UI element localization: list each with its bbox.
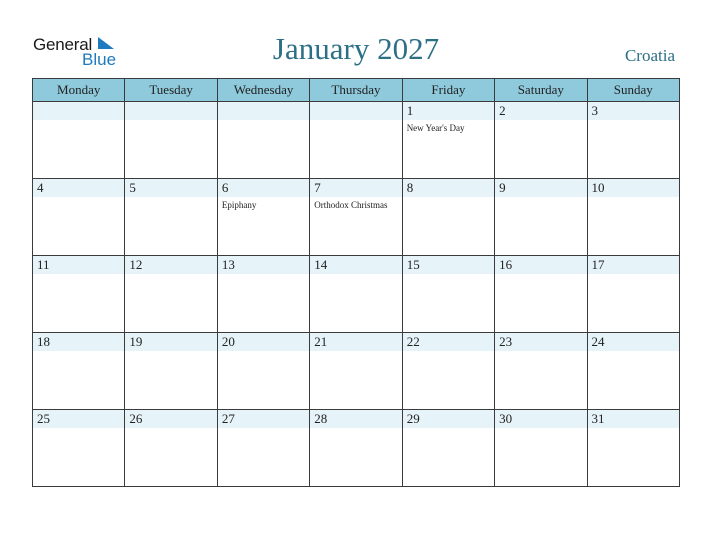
day-number: 10 bbox=[588, 179, 679, 197]
day-number: 31 bbox=[588, 410, 679, 428]
day-cell[interactable] bbox=[587, 333, 679, 410]
day-cell[interactable] bbox=[33, 102, 125, 179]
day-cell[interactable] bbox=[495, 256, 587, 333]
day-cell[interactable] bbox=[217, 410, 309, 487]
day-cell[interactable] bbox=[495, 410, 587, 487]
weekday-header: Friday bbox=[402, 79, 494, 102]
holiday-label bbox=[33, 197, 117, 199]
day-cell[interactable] bbox=[402, 256, 494, 333]
holiday-label bbox=[403, 197, 487, 199]
holiday-label bbox=[33, 120, 117, 122]
day-cell[interactable] bbox=[587, 179, 679, 256]
day-cell[interactable] bbox=[33, 333, 125, 410]
day-number: 17 bbox=[588, 256, 679, 274]
day-number bbox=[125, 102, 216, 120]
day-cell[interactable] bbox=[402, 102, 494, 179]
day-cell[interactable] bbox=[402, 410, 494, 487]
holiday-label bbox=[218, 120, 302, 122]
holiday-label bbox=[218, 351, 302, 353]
holiday-label: Epiphany bbox=[221, 200, 257, 210]
day-number: 13 bbox=[218, 256, 309, 274]
logo-text-blue: Blue bbox=[82, 50, 117, 69]
day-cell[interactable] bbox=[217, 333, 309, 410]
calendar-title: January 2027 bbox=[272, 31, 440, 66]
holiday-label bbox=[218, 428, 302, 430]
day-cell[interactable] bbox=[310, 256, 402, 333]
week-row bbox=[33, 333, 680, 410]
holiday-label bbox=[33, 351, 117, 353]
day-number bbox=[310, 102, 401, 120]
holiday-label: New Year's Day bbox=[406, 123, 465, 133]
holiday-label bbox=[310, 428, 394, 430]
holiday-label bbox=[33, 274, 117, 276]
day-cell[interactable] bbox=[402, 333, 494, 410]
day-number: 14 bbox=[310, 256, 401, 274]
day-number: 16 bbox=[495, 256, 586, 274]
day-number: 21 bbox=[310, 333, 401, 351]
calendar-grid bbox=[32, 78, 680, 487]
holiday-label bbox=[125, 197, 209, 199]
holiday-label bbox=[125, 428, 209, 430]
day-number: 19 bbox=[125, 333, 216, 351]
holiday-label bbox=[125, 274, 209, 276]
day-cell[interactable] bbox=[217, 179, 309, 256]
day-cell[interactable] bbox=[495, 333, 587, 410]
day-number: 5 bbox=[125, 179, 216, 197]
holiday-label bbox=[310, 120, 394, 122]
day-cell[interactable] bbox=[33, 256, 125, 333]
holiday-label bbox=[403, 274, 487, 276]
holiday-label bbox=[125, 351, 209, 353]
holiday-label bbox=[588, 274, 672, 276]
day-number: 27 bbox=[218, 410, 309, 428]
day-cell[interactable] bbox=[125, 410, 217, 487]
day-number: 24 bbox=[588, 333, 679, 351]
day-number: 8 bbox=[403, 179, 494, 197]
day-cell[interactable] bbox=[402, 179, 494, 256]
day-number: 2 bbox=[495, 102, 586, 120]
day-number bbox=[218, 102, 309, 120]
day-number bbox=[33, 102, 124, 120]
holiday-label bbox=[310, 351, 394, 353]
weekday-header: Tuesday bbox=[125, 79, 217, 102]
holiday-label bbox=[588, 351, 672, 353]
day-cell[interactable] bbox=[125, 179, 217, 256]
day-cell[interactable] bbox=[33, 410, 125, 487]
day-number: 29 bbox=[403, 410, 494, 428]
calendar-body bbox=[33, 102, 680, 487]
week-row bbox=[33, 179, 680, 256]
holiday-label bbox=[495, 428, 579, 430]
holiday-label bbox=[495, 351, 579, 353]
country-label: Croatia bbox=[624, 46, 675, 65]
holiday-label bbox=[218, 274, 302, 276]
day-cell[interactable] bbox=[587, 410, 679, 487]
holiday-label bbox=[403, 428, 487, 430]
weekday-header: Wednesday bbox=[217, 79, 309, 102]
day-cell[interactable] bbox=[587, 102, 679, 179]
day-cell[interactable] bbox=[310, 333, 402, 410]
day-number: 11 bbox=[33, 256, 124, 274]
day-number: 22 bbox=[403, 333, 494, 351]
day-number: 3 bbox=[588, 102, 679, 120]
day-number: 26 bbox=[125, 410, 216, 428]
holiday-label bbox=[588, 120, 672, 122]
day-number: 15 bbox=[403, 256, 494, 274]
holiday-label bbox=[588, 197, 672, 199]
day-cell[interactable] bbox=[310, 179, 402, 256]
day-cell[interactable] bbox=[125, 256, 217, 333]
day-cell[interactable] bbox=[33, 179, 125, 256]
day-cell[interactable] bbox=[217, 256, 309, 333]
day-number: 6 bbox=[218, 179, 309, 197]
day-number: 23 bbox=[495, 333, 586, 351]
day-number: 9 bbox=[495, 179, 586, 197]
holiday-label bbox=[310, 274, 394, 276]
day-cell[interactable] bbox=[495, 102, 587, 179]
day-number: 4 bbox=[33, 179, 124, 197]
holiday-label bbox=[33, 428, 117, 430]
day-number: 7 bbox=[310, 179, 401, 197]
weekday-header: Thursday bbox=[310, 79, 402, 102]
week-row bbox=[33, 102, 680, 179]
day-number: 28 bbox=[310, 410, 401, 428]
day-cell[interactable] bbox=[310, 102, 402, 179]
holiday-label bbox=[125, 120, 209, 122]
holiday-label bbox=[495, 274, 579, 276]
day-number: 12 bbox=[125, 256, 216, 274]
day-number: 18 bbox=[33, 333, 124, 351]
day-number: 30 bbox=[495, 410, 586, 428]
day-cell[interactable] bbox=[587, 256, 679, 333]
holiday-label bbox=[403, 351, 487, 353]
day-cell[interactable] bbox=[217, 102, 309, 179]
week-row bbox=[33, 256, 680, 333]
day-cell[interactable] bbox=[495, 179, 587, 256]
weekday-header-row bbox=[33, 79, 680, 102]
weekday-header: Monday bbox=[33, 79, 125, 102]
holiday-label bbox=[495, 197, 579, 199]
day-cell[interactable] bbox=[125, 102, 217, 179]
holiday-label bbox=[588, 428, 672, 430]
weekday-header: Saturday bbox=[495, 79, 587, 102]
day-number: 1 bbox=[403, 102, 494, 120]
logo-text-general: General bbox=[33, 35, 93, 54]
day-number: 25 bbox=[33, 410, 124, 428]
holiday-label bbox=[495, 120, 579, 122]
week-row bbox=[33, 410, 680, 487]
day-cell[interactable] bbox=[310, 410, 402, 487]
day-cell[interactable] bbox=[125, 333, 217, 410]
day-number: 20 bbox=[218, 333, 309, 351]
weekday-header: Sunday bbox=[587, 79, 679, 102]
holiday-label: Orthodox Christmas bbox=[314, 200, 388, 210]
